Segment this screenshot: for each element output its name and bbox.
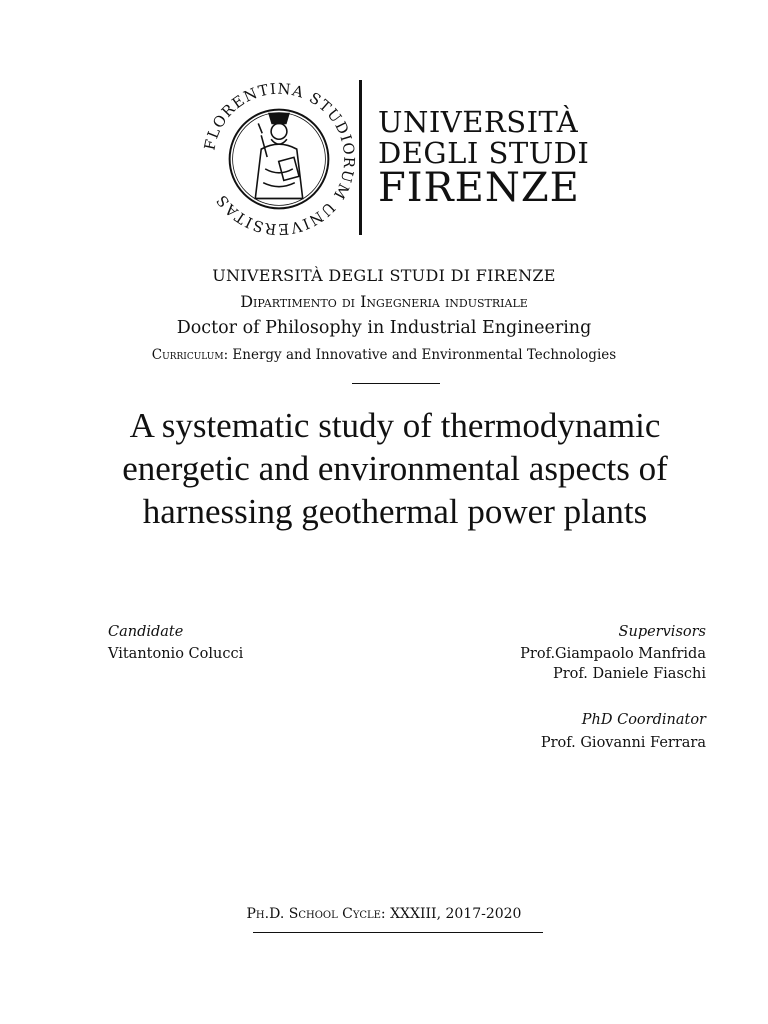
school-cycle-label: Ph.D. School Cycle [246,906,381,922]
footer-rule [253,932,543,933]
thesis-title-line: harnessing geothermal power plants [142,492,648,531]
thesis-title [0,404,768,533]
curriculum-line [0,347,768,363]
curriculum-label: Curriculum [151,347,224,363]
curriculum-value: : Energy and Innovative and Environmental Technologies [223,347,617,363]
logo-divider [359,80,362,235]
svg-text:FLORENTINA STUDIORUM UNIVERSIT [201,81,357,238]
thesis-title-line: A systematic study of thermodynamic [129,406,661,445]
department-name: Dipartimento di Ingegneria industriale [240,292,528,311]
supervisor-name: Prof.Giampaolo Manfrida [520,646,706,662]
supervisors-label: Supervisors [618,624,706,640]
logo-text-degli-studi: DEGLI STUDI [378,136,590,170]
logo-text-firenze: FIRENZE [378,165,580,211]
logo-text-universita: UNIVERSITÀ [378,105,579,139]
seal-text: FLORENTINA STUDIORUM UNIVERSITAS [201,80,358,238]
supervisor-name: Prof. Daniele Fiaschi [552,666,706,682]
school-cycle-value: : XXXIII, 2017-2020 [380,906,522,922]
coordinator-label: PhD Coordinator [581,712,706,728]
program-name: Doctor of Philosophy in Industrial Engineering [176,318,592,338]
candidate-label: Candidate [108,624,184,640]
coordinator-name: Prof. Giovanni Ferrara [540,735,706,751]
school-cycle [0,906,768,922]
university-name: UNIVERSITÀ DEGLI STUDI DI FIRENZE [212,266,556,285]
thesis-title-line: energetic and environmental aspects of [122,449,668,488]
university-seal-logo [200,80,358,238]
header-rule [352,383,440,384]
candidate-name: Vitantonio Colucci [108,646,244,662]
